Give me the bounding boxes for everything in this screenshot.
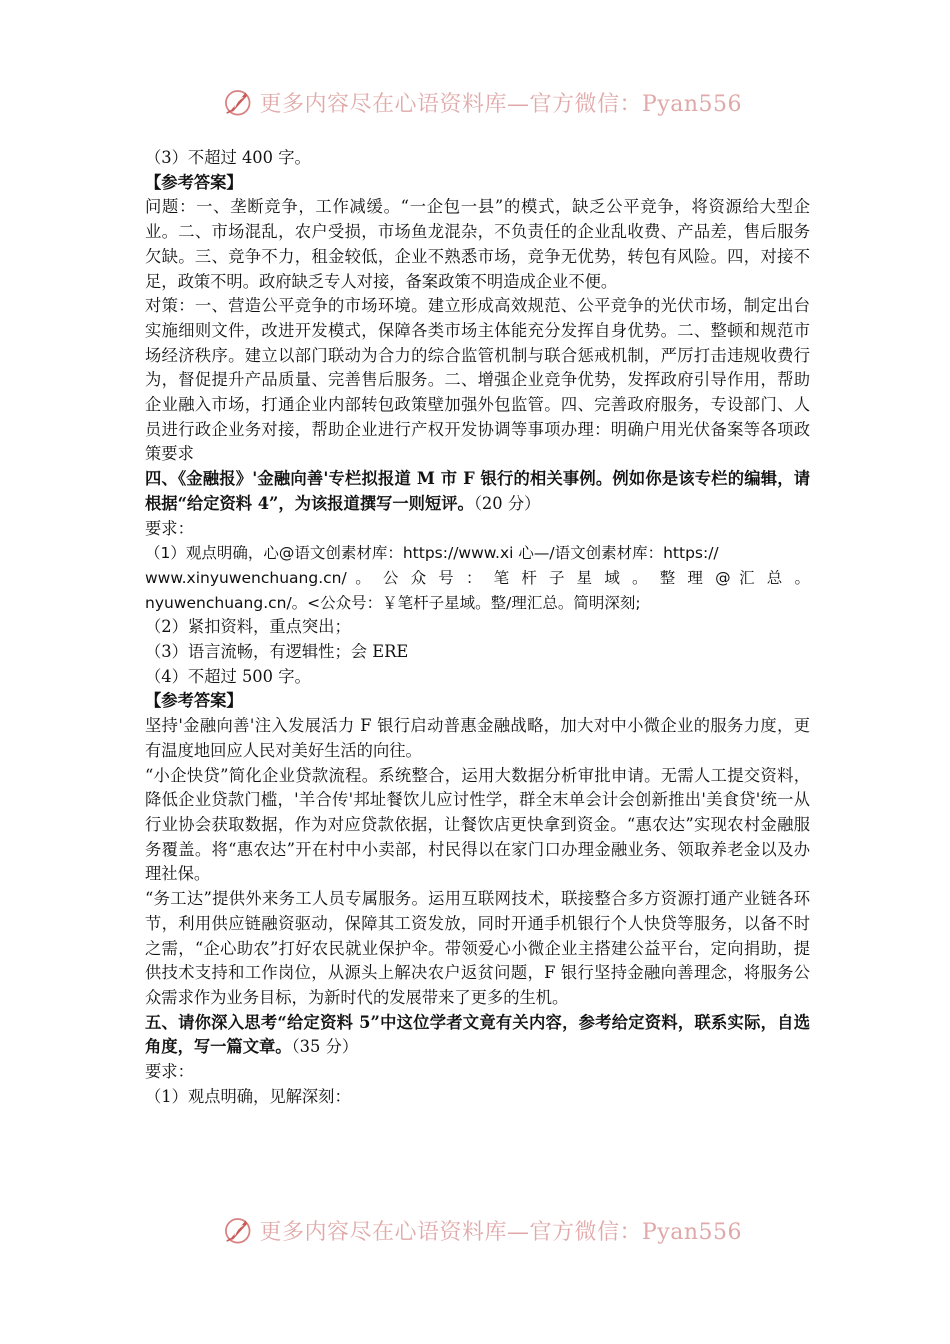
header-watermark-banner <box>222 80 742 124</box>
requirement-2: （2）紧扣资料，重点突出； <box>145 617 351 637</box>
requirement-1-line-a: （1）观点明确，心@语文创素材库：https://www.xi 心—/语文创素材库：https:// <box>145 544 719 563</box>
question-4-title: 四、《金融报》'金融向善'专栏拟报道 M 市 F 银行的相关事例。例如你是该专栏的编辑，请根据“给定资料 4”，为该报道撰写一则短评。 <box>145 469 810 513</box>
question-5-score: （35 分） <box>291 1037 359 1057</box>
requirement-3: （3）语言流畅，有逻辑性；会 ERE <box>145 642 409 662</box>
answer-problems-paragraph: 问题：一、垄断竞争，工作减缓。“一企包一县”的模式，缺乏公平竞争，将资源给大型企业。二、市场混乱，农户受损，市场鱼龙混杂，不负责任的企业乱收费、产品差，售后服务欠缺。三、竞争不力，租金较低，企业不熟悉市场，竞争无优势，转包有风险。四，对接不足，政策不明。政府缺乏专人对接，备案政策不明造成企业不便。 <box>145 197 810 291</box>
answer-heading: 【参考答案】 <box>145 172 243 192</box>
requirements-label: 要求： <box>145 518 194 538</box>
quill-logo-icon <box>222 82 253 122</box>
answer-2-paragraph-2: “小企快贷”简化企业贷款流程。系统整合，运用大数据分析审批申请。无需人工提交资料，降低企业贷款门槛，'羊合传'邦址餐饮儿应讨性学，群全末单会计会创新推出'美食贷'统一从行业协会获取数据，作为对应贷款依据，让餐饮店更快拿到资金。“惠农达”实现农村金融服务覆盖。将“惠农达”开在村中小卖部，村民得以在家门口办理金融业务、领取养老金以及办理社保。 <box>145 765 810 884</box>
footer-watermark-banner <box>222 1208 742 1252</box>
banner-text: 更多内容尽在心语资料库—官方微信：Pyan556 <box>259 1219 742 1245</box>
question-5-title: 五、请你深入思考“给定资料 5”中这位学者文竟有关内容，参考给定资料，联系实际，自选角度，写一篇文章。 <box>145 1012 810 1057</box>
requirements-label: 要求： <box>145 1062 194 1082</box>
question-5-heading <box>145 1011 810 1060</box>
document-body <box>145 146 810 1109</box>
question-4-heading <box>145 467 810 516</box>
requirement-1-line-b: www.xinyuwenchuang.cn/ 。 公 众 号 ： 笔 杆 子 星 域 。 整 理 @ 汇 总 。 <box>145 568 810 587</box>
answer-heading: 【参考答案】 <box>145 691 243 711</box>
answer-measures-paragraph: 对策：一、营造公平竞争的市场环境。建立形成高效规范、公平竞争的光伏市场，制定出台实施细则文件，改进开发模式，保障各类市场主体能充分发挥自身优势。二、整顿和规范市场经济秩序。建立以部门联动为合力的综合监管机制与联合惩戒机制，严厉打击违规收费行为，督促提升产品质量、完善售后服务。二、增强企业竞争优势，发挥政府引导作用，帮助企业融入市场，打通企业内部转包政策壁加强外包监管。四、完善政府服务，专设部门、人员进行政企业务对接，帮助企业进行产权开发协调等事项办理：明确户用光伏备案等各项政策要求 <box>145 296 810 464</box>
banner-text: 更多内容尽在心语资料库—官方微信：Pyan556 <box>259 91 742 117</box>
answer-2-paragraph-3: “务工达”提供外来务工人员专属服务。运用互联网技术，联接整合多方资源打通产业链各环节，利用供应链融资驱动，保障其工资发放，同时开通手机银行个人快贷等服务，以备不时之需，“企心助农”打好农民就业保护伞。带领爱心小微企业主搭建公益平台，定向捐助，提供技术支持和工作岗位，从源头上解决农户返贫问题，F 银行坚持金融向善理念，将服务公众需求作为业务目标，为新时代的发展带来了更多的生机。 <box>145 889 810 1007</box>
answer-2-paragraph-1: 坚持'金融向善'注入发展活力 F 银行启动普惠金融战略，加大对中小微企业的服务力度，更有温度地回应人民对美好生活的向往。 <box>145 716 810 760</box>
question-4-score: （20 分） <box>473 493 541 513</box>
quill-logo-icon <box>222 1210 253 1250</box>
requirement-1-line-c: nyuwenchuang.cn/。<公众号：￥笔杆子星域。整/理汇总。简明深刻; <box>145 593 641 612</box>
requirement-1: （1）观点明确，见解深刻： <box>145 1086 351 1106</box>
requirement-4: （4）不超过 500 字。 <box>145 666 311 686</box>
requirement-line: （3）不超过 400 字。 <box>145 148 311 167</box>
